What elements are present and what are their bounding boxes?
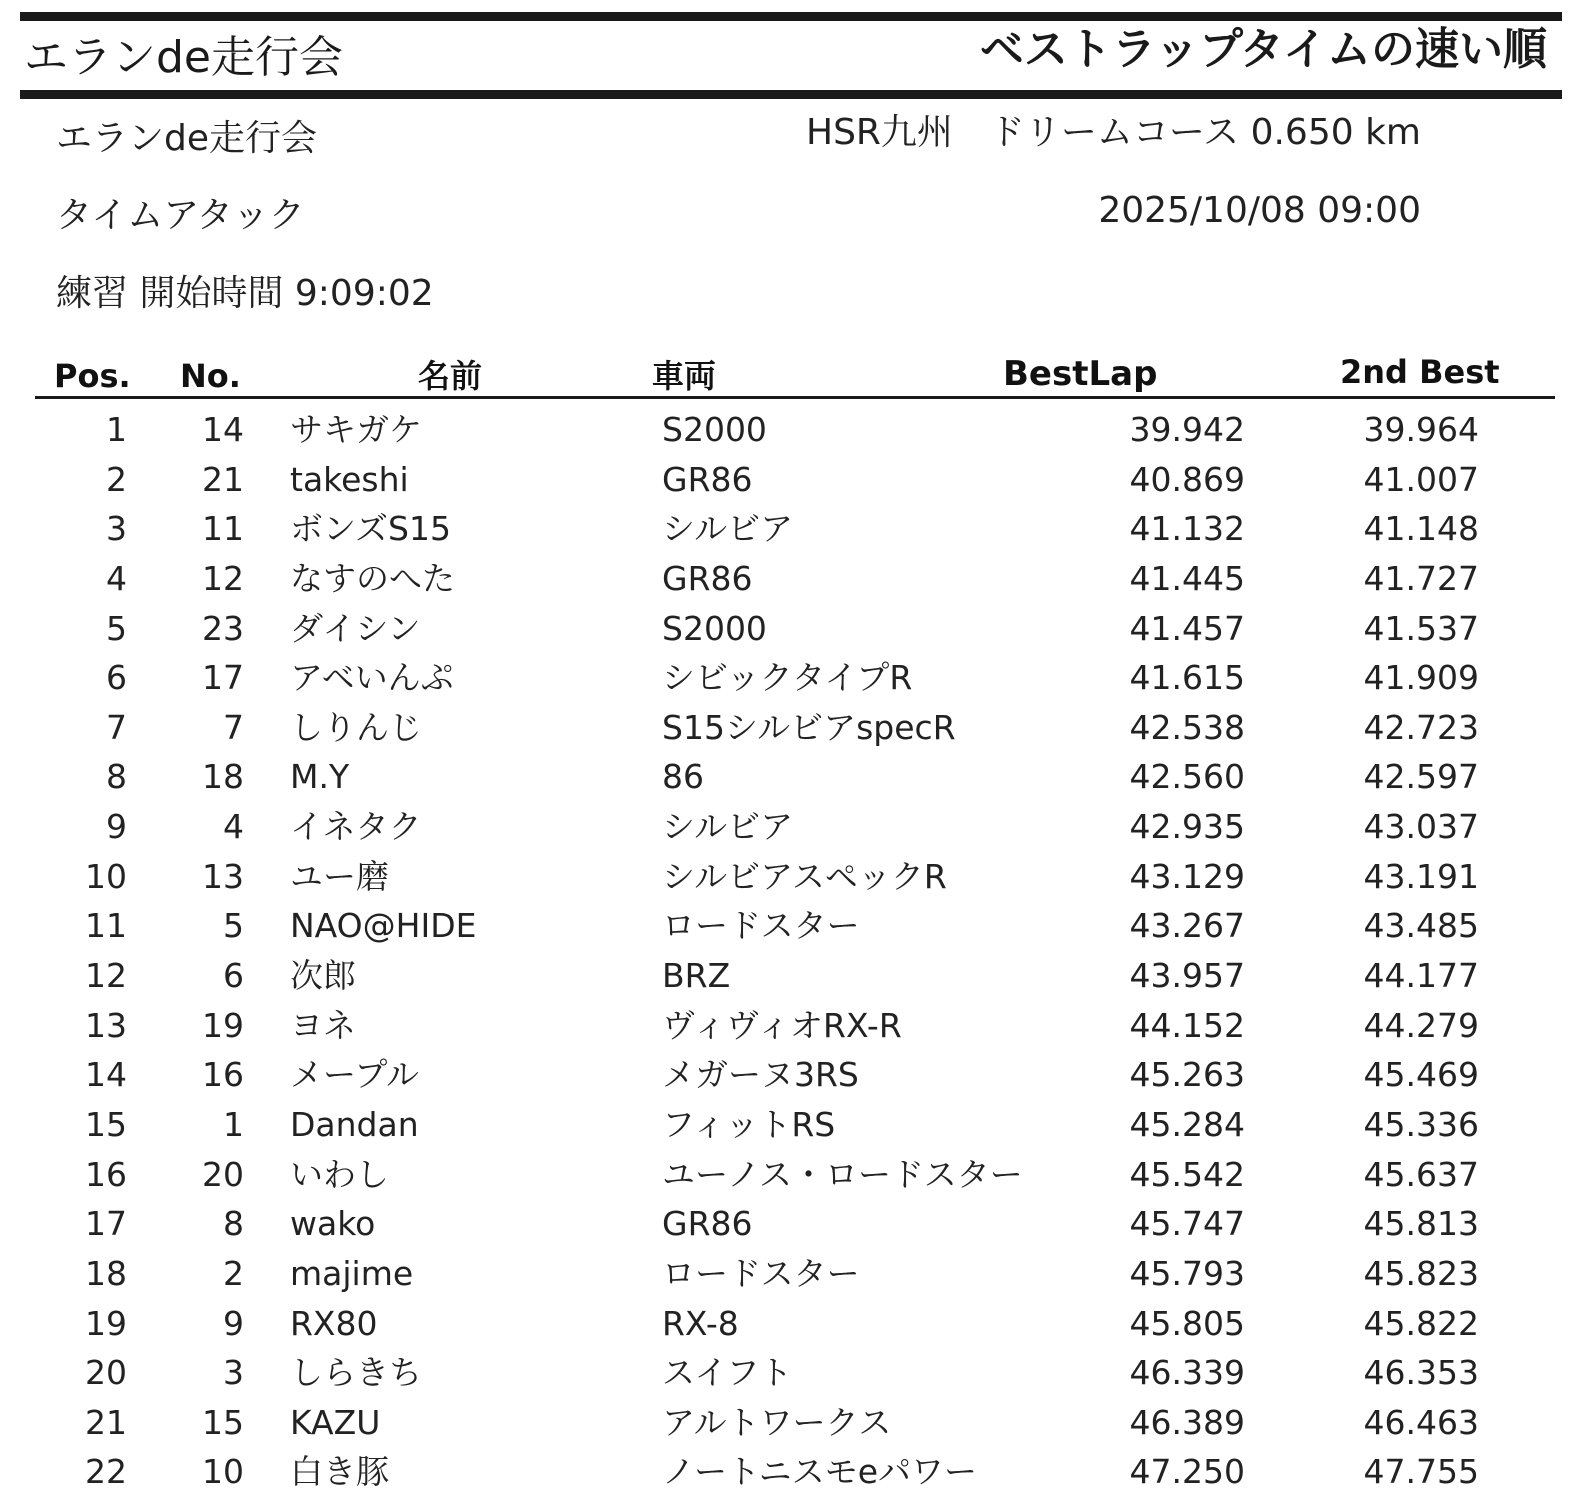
driver-name-cell: ダイシン [290, 608, 421, 648]
second-best-cell: 45.637 [1363, 1154, 1479, 1194]
driver-name-cell: ボンズS15 [290, 509, 451, 549]
vehicle-cell: BRZ [662, 956, 731, 996]
position-cell: 17 [85, 1204, 127, 1244]
vehicle-cell: シルビア [662, 509, 794, 549]
table-row [0, 1299, 1569, 1349]
vehicle-cell: メガーヌ3RS [662, 1055, 859, 1095]
car-number-cell: 2 [223, 1253, 244, 1293]
car-number-cell: 4 [223, 807, 244, 847]
table-row [0, 1100, 1569, 1150]
second-best-cell: 41.909 [1363, 658, 1479, 698]
driver-name-cell: サキガケ [290, 410, 422, 449]
title-rule [20, 90, 1562, 99]
second-best-cell: 39.964 [1363, 410, 1479, 449]
second-best-cell: 41.007 [1363, 459, 1479, 499]
driver-name-cell: Dandan [290, 1104, 419, 1144]
best-lap-cell: 42.538 [1129, 707, 1245, 747]
vehicle-cell: ロードスター [662, 906, 860, 946]
position-cell: 7 [106, 707, 127, 747]
best-lap-cell: 41.132 [1129, 509, 1245, 549]
second-best-cell: 43.191 [1363, 856, 1479, 896]
car-number-cell: 21 [202, 459, 244, 499]
driver-name-cell: majime [290, 1253, 414, 1293]
driver-name-cell: いわし [290, 1154, 389, 1194]
vehicle-cell: GR86 [662, 558, 753, 598]
second-best-cell: 43.037 [1363, 807, 1479, 847]
table-row [0, 752, 1569, 802]
car-number-cell: 18 [202, 757, 244, 797]
second-best-cell: 44.279 [1363, 1005, 1479, 1045]
position-cell: 10 [85, 856, 127, 896]
car-number-cell: 8 [223, 1204, 244, 1244]
car-number-cell: 1 [223, 1104, 244, 1144]
position-cell: 22 [85, 1452, 127, 1492]
table-row [0, 554, 1569, 604]
vehicle-cell: S15シルビアspecR [662, 707, 956, 747]
vehicle-cell: スイフト [662, 1353, 793, 1393]
column-header-bestlap: BestLap [1003, 354, 1158, 394]
driver-name-cell: なすのへた [290, 558, 455, 598]
second-best-cell: 45.813 [1363, 1204, 1479, 1244]
position-cell: 5 [106, 608, 127, 648]
vehicle-cell: S2000 [662, 410, 767, 449]
table-row [0, 852, 1569, 902]
vehicle-cell: GR86 [662, 1204, 753, 1244]
vehicle-cell: GR86 [662, 459, 753, 499]
position-cell: 20 [85, 1353, 127, 1393]
session-start-time: 練習 開始時間 9:09:02 [56, 273, 434, 314]
second-best-cell: 45.469 [1363, 1055, 1479, 1095]
second-best-cell: 45.823 [1363, 1253, 1479, 1293]
second-best-cell: 42.723 [1363, 707, 1479, 747]
car-number-cell: 11 [202, 509, 244, 549]
table-row [0, 951, 1569, 1001]
car-number-cell: 6 [223, 956, 244, 996]
best-lap-cell: 45.747 [1129, 1204, 1245, 1244]
car-number-cell: 15 [202, 1402, 244, 1442]
table-row [0, 1447, 1569, 1497]
second-best-cell: 45.822 [1363, 1303, 1479, 1343]
car-number-cell: 3 [223, 1353, 244, 1393]
car-number-cell: 23 [202, 608, 244, 648]
position-cell: 13 [85, 1005, 127, 1045]
best-lap-cell: 47.250 [1129, 1452, 1245, 1492]
best-lap-cell: 45.542 [1129, 1154, 1245, 1194]
best-lap-cell: 42.935 [1129, 807, 1245, 847]
best-lap-cell: 41.457 [1129, 608, 1245, 648]
table-row [0, 1348, 1569, 1398]
vehicle-cell: ロードスター [662, 1253, 860, 1293]
document-subtitle: ベストラップタイムの速い順 [979, 24, 1547, 75]
car-number-cell: 20 [202, 1154, 244, 1194]
column-header-name: 名前 [418, 357, 483, 395]
document-title: エランde走行会 [24, 32, 343, 83]
second-best-cell: 41.148 [1363, 509, 1479, 549]
table-row [0, 1199, 1569, 1249]
car-number-cell: 5 [223, 906, 244, 946]
second-best-cell: 41.727 [1363, 558, 1479, 598]
best-lap-cell: 45.805 [1129, 1303, 1245, 1343]
best-lap-cell: 45.263 [1129, 1055, 1245, 1095]
best-lap-cell: 46.339 [1129, 1353, 1245, 1393]
car-number-cell: 12 [202, 558, 244, 598]
table-row [0, 703, 1569, 753]
second-best-cell: 47.755 [1363, 1452, 1479, 1492]
header-rule [35, 396, 1555, 399]
position-cell: 9 [106, 807, 127, 847]
best-lap-cell: 44.152 [1129, 1005, 1245, 1045]
best-lap-cell: 39.942 [1129, 410, 1245, 449]
best-lap-cell: 40.869 [1129, 459, 1245, 499]
table-row [0, 1001, 1569, 1051]
car-number-cell: 7 [223, 707, 244, 747]
position-cell: 19 [85, 1303, 127, 1343]
car-number-cell: 17 [202, 658, 244, 698]
second-best-cell: 45.336 [1363, 1104, 1479, 1144]
driver-name-cell: イネタク [290, 807, 422, 847]
driver-name-cell: NAO@HIDE [290, 906, 477, 946]
table-row [0, 1150, 1569, 1200]
vehicle-cell: ヴィヴィオRX-R [662, 1005, 902, 1045]
car-number-cell: 10 [202, 1452, 244, 1492]
best-lap-cell: 42.560 [1129, 757, 1245, 797]
driver-name-cell: wako [290, 1204, 376, 1244]
table-row [0, 455, 1569, 505]
car-number-cell: 19 [202, 1005, 244, 1045]
vehicle-cell: 86 [662, 757, 704, 797]
position-cell: 18 [85, 1253, 127, 1293]
table-row [0, 901, 1569, 951]
best-lap-cell: 45.793 [1129, 1253, 1245, 1293]
event-name: エランde走行会 [56, 118, 318, 159]
table-row [0, 1249, 1569, 1299]
vehicle-cell: RX-8 [662, 1303, 739, 1343]
position-cell: 4 [106, 558, 127, 598]
driver-name-cell: 白き豚 [290, 1452, 389, 1492]
position-cell: 16 [85, 1154, 127, 1194]
best-lap-cell: 43.129 [1129, 856, 1245, 896]
table-row [0, 604, 1569, 654]
position-cell: 1 [106, 410, 127, 449]
position-cell: 21 [85, 1402, 127, 1442]
position-cell: 6 [106, 658, 127, 698]
car-number-cell: 13 [202, 856, 244, 896]
driver-name-cell: しりんじ [290, 707, 422, 747]
vehicle-cell: アルトワークス [662, 1402, 892, 1442]
column-header-no: No. [180, 357, 241, 395]
second-best-cell: 44.177 [1363, 956, 1479, 996]
driver-name-cell: RX80 [290, 1303, 378, 1343]
driver-name-cell: しらきち [290, 1353, 422, 1393]
column-header-pos: Pos. [54, 357, 131, 395]
best-lap-cell: 43.267 [1129, 906, 1245, 946]
position-cell: 3 [106, 509, 127, 549]
driver-name-cell: アベいんぷ [290, 658, 454, 698]
car-number-cell: 14 [202, 410, 244, 449]
driver-name-cell: M.Y [290, 757, 350, 797]
column-header-2nd-best: 2nd Best [1340, 353, 1500, 391]
car-number-cell: 16 [202, 1055, 244, 1095]
table-row [0, 802, 1569, 852]
driver-name-cell: ユー磨 [290, 856, 389, 896]
results-table [0, 405, 1569, 1497]
driver-name-cell: メープル [290, 1055, 420, 1095]
vehicle-cell: S2000 [662, 608, 767, 648]
second-best-cell: 43.485 [1363, 906, 1479, 946]
position-cell: 15 [85, 1104, 127, 1144]
vehicle-cell: シビックタイプR [662, 658, 913, 698]
column-header-car: 車両 [652, 357, 717, 395]
table-row [0, 1398, 1569, 1448]
car-number-cell: 9 [223, 1303, 244, 1343]
position-cell: 11 [85, 906, 127, 946]
venue-course: HSR九州 ドリームコース 0.650 km [806, 112, 1421, 153]
table-row [0, 405, 1569, 455]
driver-name-cell: 次郎 [290, 956, 356, 996]
driver-name-cell: takeshi [290, 459, 409, 499]
table-row [0, 504, 1569, 554]
table-row [0, 653, 1569, 703]
event-datetime: 2025/10/08 09:00 [1098, 190, 1421, 231]
position-cell: 2 [106, 459, 127, 499]
best-lap-cell: 43.957 [1129, 956, 1245, 996]
second-best-cell: 42.597 [1363, 757, 1479, 797]
vehicle-cell: フィットRS [662, 1104, 836, 1144]
driver-name-cell: ヨネ [290, 1005, 356, 1045]
position-cell: 8 [106, 757, 127, 797]
best-lap-cell: 41.445 [1129, 558, 1245, 598]
position-cell: 14 [85, 1055, 127, 1095]
second-best-cell: 46.353 [1363, 1353, 1479, 1393]
position-cell: 12 [85, 956, 127, 996]
best-lap-cell: 45.284 [1129, 1104, 1245, 1144]
best-lap-cell: 41.615 [1129, 658, 1245, 698]
second-best-cell: 46.463 [1363, 1402, 1479, 1442]
second-best-cell: 41.537 [1363, 608, 1479, 648]
vehicle-cell: シルビア [662, 807, 794, 847]
table-row [0, 1050, 1569, 1100]
best-lap-cell: 46.389 [1129, 1402, 1245, 1442]
driver-name-cell: KAZU [290, 1402, 381, 1442]
vehicle-cell: シルビアスペックR [662, 856, 947, 896]
vehicle-cell: ノートニスモeパワー [662, 1452, 977, 1492]
vehicle-cell: ユーノス・ロードスター [662, 1154, 1023, 1194]
session-type: タイムアタック [56, 195, 305, 236]
